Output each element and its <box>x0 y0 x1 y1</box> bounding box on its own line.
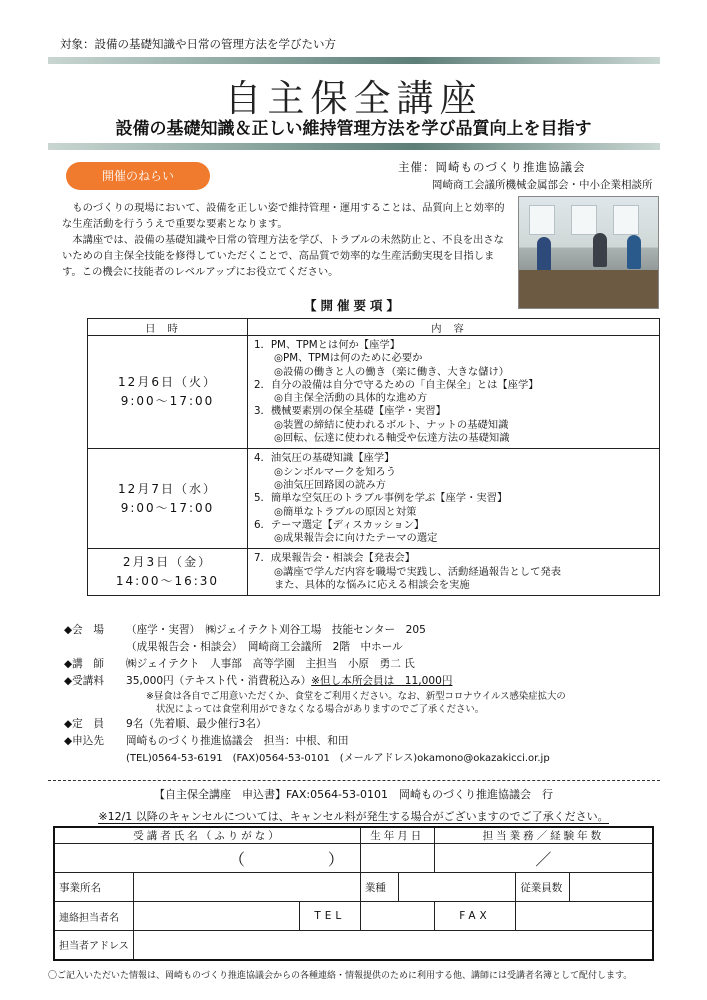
page-subtitle: 設備の基礎知識＆正しい維持管理方法を学び品質向上を目指す <box>115 119 592 139</box>
paren-close: ） <box>327 849 344 869</box>
application-header: 【自主保全講座 申込書】FAX:0564-53-0101 岡崎ものづくり推進協議会 行 <box>153 788 553 801</box>
fee-row <box>64 673 566 690</box>
schedule-item: ◎回転、伝達に使われる軸受や伝達方法の基礎知識 <box>274 432 510 445</box>
apply-to: 岡崎ものづくり推進協議会 担当：中根、和田 <box>126 735 349 747</box>
schedule-item: ◎簡単なトラブルの原因と対策 <box>274 505 417 518</box>
email-label: 担当者アドレス <box>54 931 133 960</box>
schedule-row <box>88 549 660 596</box>
intro-paragraph-1: ものづくりの現場において、設備を正しい姿で維持管理・運用することは、品質向上と効率的な生産活動を行ううえで重要な要素となります。 <box>62 202 505 230</box>
tel-label: TEL <box>299 902 360 931</box>
bottom-band <box>48 143 660 150</box>
schedule-date <box>88 549 248 596</box>
venue-row <box>64 622 566 639</box>
page-title: 自主保全講座 <box>224 77 483 120</box>
schedule-item: ◎装置の締結に使われるボルト、ナットの基礎知識 <box>274 418 509 431</box>
schedule-item: 5．簡単な空気圧のトラブル事例を学ぶ【座学・実習】 <box>254 492 508 505</box>
capacity-label: ◆定 員 <box>64 718 104 730</box>
col-content: 内容 <box>248 319 660 336</box>
organizer-sub: 岡崎商工会議所機械金属部会・中小企業相談所 <box>432 179 653 191</box>
fax-label: FAX <box>434 902 516 931</box>
fee-note-row <box>64 690 566 703</box>
office-field[interactable] <box>133 873 360 902</box>
apply-row <box>64 733 566 750</box>
schedule-item: 2．自分の設備は自分で守るための「自主保全」とは【座学】 <box>254 378 539 391</box>
birth-header: 生年月日 <box>360 827 434 844</box>
fee-label: ◆受講料 <box>64 675 104 687</box>
venue-row-2 <box>64 639 566 656</box>
instructor-label: ◆講 師 <box>64 658 104 670</box>
schedule-day: 12月7日（水） <box>118 481 217 496</box>
schedule-content <box>248 449 660 549</box>
schedule-item: ◎PM、TPMは何のために必要か <box>274 352 423 365</box>
venue-report: （成果報告会・相談会） 岡崎商工会議所 2階 中ホール <box>126 641 403 653</box>
employees-field[interactable] <box>569 873 653 902</box>
schedule-item: また、具体的な悩みに応える相談会を実施 <box>274 579 470 592</box>
contact-person-field[interactable] <box>133 902 299 931</box>
schedule-item: ◎自主保全活動の具体的な進め方 <box>274 392 428 405</box>
fee-note-2: 状況によっては食堂利用ができなくなる場合がありますのでご了承ください。 <box>156 704 485 715</box>
intro-paragraph-2: 本講座では、設備の基礎知識や日常の管理方法を学び、トラブルの未然防止と、不良を出さないための自主保全技能を修得していただくことで、高品質で効率的な生産活動実現を目指します。この機会に技能者のレベルアップにお役立てください。 <box>62 234 504 278</box>
paren-open: （ <box>229 849 246 869</box>
venue-practice: （座学・実習） ㈱ジェイテクト刈谷工場 技能センター 205 <box>126 624 426 636</box>
schedule-item: ◎油気圧回路図の読み方 <box>274 478 386 491</box>
office-label: 事業所名 <box>54 873 133 902</box>
name-header: 受講者氏名（ふりがな） <box>54 827 360 844</box>
employees-label: 従業員数 <box>516 873 569 902</box>
top-band <box>48 57 660 64</box>
fee: 35,000円（テキスト代・消費税込み） <box>126 675 312 687</box>
schedule-row <box>88 449 660 549</box>
schedule-item: 7．成果報告会・相談会【発表会】 <box>254 552 416 565</box>
schedule-item: 1．PM、TPMとは何か【座学】 <box>254 339 400 351</box>
organizer: 主催：岡崎ものづくり推進協議会 <box>398 160 586 174</box>
duty-slash: ／ <box>535 849 552 869</box>
duty-field[interactable] <box>434 844 653 873</box>
schedule-heading: 【開催要項】 <box>303 298 403 313</box>
capacity: 9名（先着順、最少催行3名） <box>126 718 267 730</box>
schedule-content <box>248 336 660 449</box>
schedule-date <box>88 336 248 449</box>
target-audience: 対象：設備の基礎知識や日常の管理方法を学びたい方 <box>60 37 336 51</box>
privacy-note: 〇ご記入いただいた情報は、岡崎ものづくり推進協議会からの各種連絡・情報提供のために利用する他、講師には受講者名簿として配付します。 <box>48 971 633 981</box>
schedule-table <box>87 318 660 596</box>
contact: (TEL)0564-53-6191 (FAX)0564-53-0101 (メールアドレス)okamono@okazakicci.or.jp <box>126 753 550 764</box>
aim-badge: 開催のねらい <box>66 162 210 190</box>
schedule-item: ◎成果報告会に向けたテーマの選定 <box>274 532 438 545</box>
fax-field[interactable] <box>516 902 653 931</box>
intro-text <box>62 200 512 280</box>
schedule-item: 3．機械要素別の保全基礎【座学・実習】 <box>254 405 446 418</box>
schedule-time: 9:00～17:00 <box>120 394 215 409</box>
fee-note-1: ※昼食は各自でご用意いただくか、食堂をご利用ください。なお、新型コロナウイルス感染症拡大の <box>146 691 566 702</box>
schedule-item: 6．テーマ選定【ディスカッション】 <box>254 518 425 531</box>
duty-header: 担当業務／経験年数 <box>434 827 653 844</box>
schedule-date <box>88 449 248 549</box>
email-field[interactable] <box>133 931 653 960</box>
name-field[interactable] <box>54 844 360 873</box>
schedule-day: 12月6日（火） <box>118 375 217 390</box>
cancel-notice-text: ※12/1 以降のキャンセルについては、キャンセル料が発生する場合がございますのでご了承ください。 <box>98 810 609 823</box>
capacity-row <box>64 716 566 733</box>
schedule-time: 14:00～16:30 <box>115 574 220 589</box>
apply-label: ◆申込先 <box>64 735 104 747</box>
training-photo <box>518 196 659 309</box>
contact-person-label: 連絡担当者名 <box>54 902 133 931</box>
industry-field[interactable] <box>399 873 516 902</box>
schedule-day: 2月3日（金） <box>122 555 213 570</box>
instructor-row <box>64 656 566 673</box>
schedule-item: ◎シンボルマークを知ろう <box>274 465 396 478</box>
fee-member: ※但し本所会員は 11,000円 <box>311 675 453 687</box>
industry-label: 業種 <box>360 873 399 902</box>
course-details <box>64 622 566 767</box>
instructor: ㈱ジェイテクト 人事部 高等学園 主担当 小原 勇二 氏 <box>126 658 415 670</box>
schedule-time: 9:00～17:00 <box>120 500 215 515</box>
birth-field[interactable] <box>360 844 434 873</box>
schedule-row <box>88 336 660 449</box>
contact-row <box>64 750 566 767</box>
col-date: 日時 <box>88 319 248 336</box>
schedule-item: ◎講座で学んだ内容を職場で実践し、活動経過報告として発表 <box>274 565 561 578</box>
fee-note-row-2 <box>64 703 566 716</box>
schedule-item: ◎設備の働きと人の働き（楽に働き、大きな儲け） <box>274 365 510 378</box>
tel-field[interactable] <box>360 902 434 931</box>
application-form <box>53 826 654 961</box>
schedule-item: 4．油気圧の基礎知識【座学】 <box>254 452 395 465</box>
cancel-notice <box>0 808 707 824</box>
schedule-content <box>248 549 660 596</box>
venue-label: ◆会 場 <box>64 624 104 636</box>
cut-line <box>48 780 660 781</box>
